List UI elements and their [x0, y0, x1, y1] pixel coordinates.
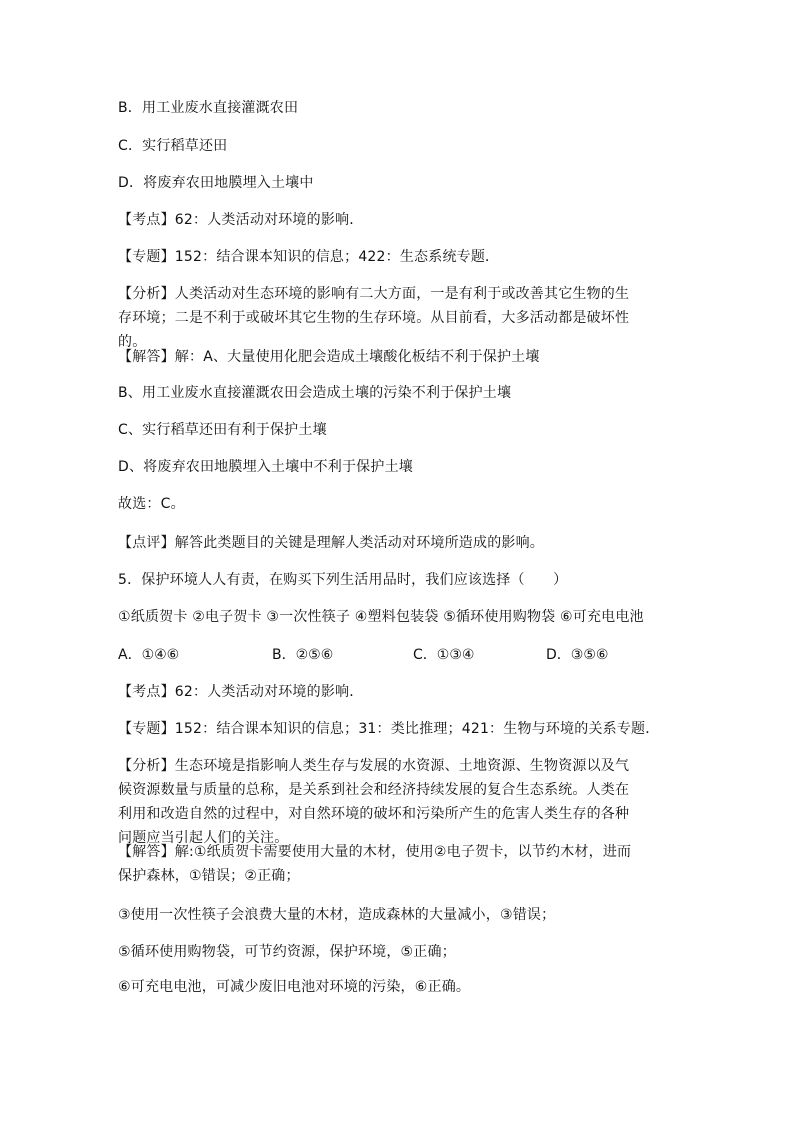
question-5-options [118, 643, 678, 667]
option-c-text: C．实行稻草还田 [118, 138, 228, 154]
jieda-paragraph-2: 【解答】解:①纸质贺卡需要使用大量的木材，使用②电子贺卡，以节约木材，进而保护森林，①错误；②正确； [118, 844, 632, 884]
jieda-c-line: C、实行稻草还田有利于保护土壤 [118, 422, 327, 438]
jieda-line: 【解答】解：A、大量使用化肥会造成土壤酸化板结不利于保护土壤 [118, 349, 540, 365]
question-5-items: ①纸质贺卡 ②电子贺卡 ③一次性筷子 ④塑料包装袋 ⑤循环使用购物袋 ⑥可充电电池 [118, 609, 644, 625]
zhuanti-line: 【专题】152：结合课本知识的信息；422：生态系统专题． [118, 249, 500, 265]
jieda-b-line: B、用工业废水直接灌溉农田会造成土壤的污染不利于保护土壤 [118, 385, 512, 401]
fenxi-paragraph: 【分析】人类活动对生态环境的影响有二大方面，一是有利于或改善其它生物的生存环境；二是不利于或破坏其它生物的生存环境。从目前看，大多活动都是破坏性的。 [118, 286, 630, 350]
option-d-text: D．将废弃农田地膜埋入土壤中 [118, 175, 314, 191]
jieda-line-3: ③使用一次性筷子会浪费大量的木材，造成森林的大量减小，③错误； [118, 907, 556, 923]
kaodian-line: 【考点】62：人类活动对环境的影响． [118, 212, 364, 228]
question-5-stem: 5．保护环境人人有责，在购买下列生活用品时，我们应该选择（ ） [118, 572, 568, 588]
option-d: D．③⑤⑥ [546, 647, 609, 663]
option-c: C．①③④ [413, 647, 475, 663]
zhuanti-line-2: 【专题】152：结合课本知识的信息；31：类比推理；421：生物与环境的关系专题． [118, 721, 660, 737]
option-b-text: B．用工业废水直接灌溉农田 [118, 100, 299, 116]
kaodian-line-2: 【考点】62：人类活动对环境的影响． [118, 684, 364, 700]
fenxi-paragraph-2: 【分析】生态环境是指影响人类生存与发展的水资源、土地资源、生物资源以及气候资源数量与质量的总称，是关系到社会和经济持续发展的复合生态系统。人类在利用和改造自然的过程中，对自然环境的破坏和污染所产生的危害人类生存的各种问题应当引起人们的关注。 [118, 758, 630, 846]
dianping-line: 【点评】解答此类题目的关键是理解人类活动对环境所造成的影响。 [118, 535, 544, 551]
jieda-line-6: ⑥可充电电池，可减少废旧电池对环境的污染，⑥正确。 [118, 979, 471, 995]
option-a: A．①④⑥ [118, 647, 180, 663]
jieda-d-line: D、将废弃农田地膜埋入土壤中不利于保护土壤 [118, 459, 413, 475]
answer-line: 故选：C。 [118, 496, 185, 512]
option-b: B．②⑤⑥ [272, 647, 334, 663]
jieda-line-5: ⑤循环使用购物袋，可节约资源，保护环境，⑤正确； [118, 944, 456, 960]
